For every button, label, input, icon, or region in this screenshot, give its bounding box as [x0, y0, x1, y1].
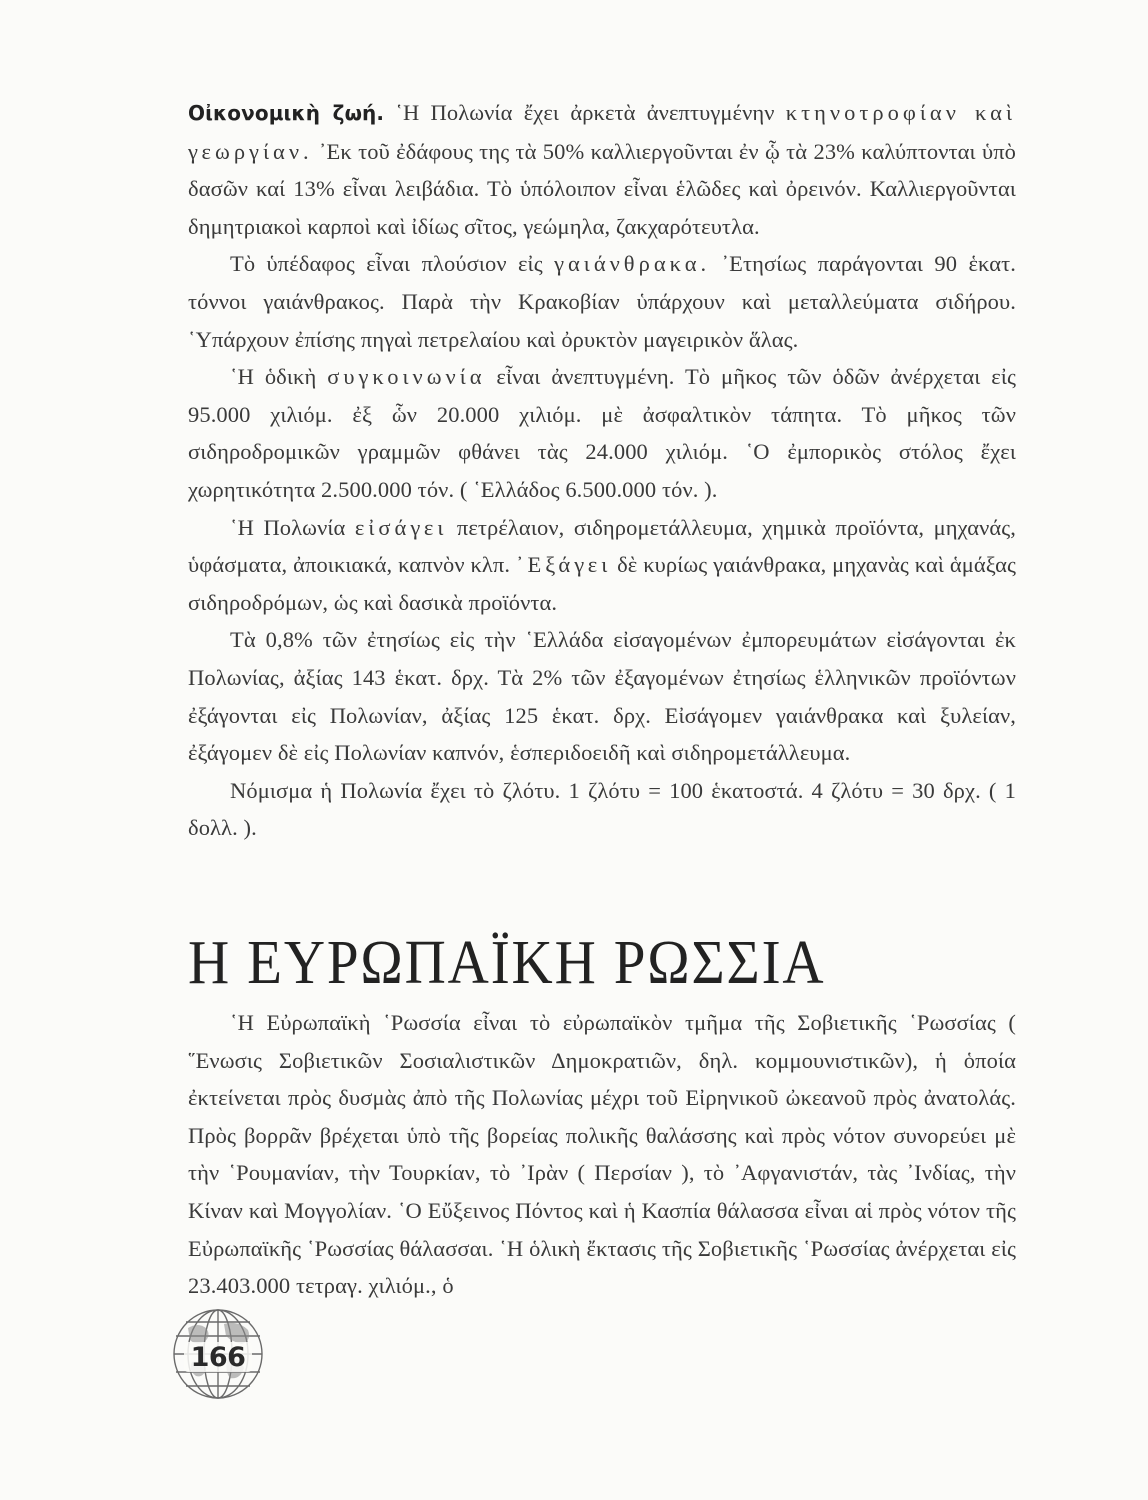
paragraph-economy: Οἰκονομικὴ ζωή. ῾Η Πολωνία ἔχει ἀρκετὰ ἀνεπτυγμένην κτηνοτροφίαν καὶ γεωργίαν. ᾿Εκ τοῦ ἐδάφους της τὰ 50% καλλιεργοῦνται ἐν ᾧ τὰ 23% καλύπτονται ὑπὸ δασῶν καί 13% εἶναι λειβάδια. Τὸ ὑπόλοιπον εἶναι ἑλῶδες καὶ ὀρεινόν. Καλλιεργοῦνται δημητριακοὶ καρποὶ καὶ ἰδίως σῖτος, γεώμηλα, ζακχαρότευτλα.: [188, 100, 1017, 239]
paragraph-subsoil: Τὸ ὑπέδαφος εἶναι πλούσιον εἰς γαιάνθρακα. ᾿Ετησίως παράγονται 90 ἑκατ. τόννοι γαιάνθρακος. Παρὰ τὴν Κρακοβίαν ὑπάρχουν καὶ μεταλλεύματα σιδήρου. ῾Υπάρχουν ἐπίσης πηγαὶ πετρελαίου καὶ ὀρυκτὸν μαγειρικὸν ἅλας.: [188, 251, 1016, 352]
top-section: [188, 94, 1016, 847]
paragraph-european-russia: ῾Η Εὐρωπαϊκὴ ῾Ρωσσία εἶναι τὸ εὐρωπαϊκὸν τμῆμα τῆς Σοβιετικῆς ῾Ρωσσίας ( ῞Ενωσις Σοβιετικῶν Σοσιαλιστικῶν Δημοκρατιῶν, δηλ. κομμουνιστικῶν), ἡ ὁποία ἐκτείνεται πρὸς δυσμὰς ἀπὸ τῆς Πολωνίας μέχρι τοῦ Εἰρηνικοῦ ὠκεανοῦ πρὸς ἀνατολάς. Πρὸς βορρᾶν βρέχεται ὑπὸ τῆς βορείας πολικῆς θαλάσσης καὶ πρὸς νότον συνορεύει μὲ τὴν ῾Ρουμανίαν, τὴν Τουρκίαν, τὸ ᾿Ιρὰν ( Περσίαν ), τὸ ᾿Αφγανιστάν, τὰς ᾿Ινδίας, τὴν Κίναν καὶ Μογγολίαν. ῾Ο Εὔξεινος Πόντος καὶ ἡ Κασπία θάλασσα εἶναι αἱ πρὸς νότον τῆς Εὐρωπαϊκῆς ῾Ρωσσίας θάλασσαι. ῾Η ὁλικὴ ἔκτασις τῆς Σοβιετικῆς ῾Ρωσσίας ἀνέρχεται εἰς 23.403.000 τετραγ. χιλιόμ., ὁ: [188, 1010, 1016, 1299]
bottom-section: [188, 1004, 1016, 1305]
page-number: 166: [190, 1342, 246, 1373]
page-number-badge: [168, 1306, 268, 1402]
paragraph-trade-greece: Τὰ 0,8% τῶν ἐτησίως εἰς τὴν ῾Ελλάδα εἰσαγομένων ἐμπορευμάτων εἰσάγονται ἐκ Πολωνίας, ἀξίας 143 ἑκατ. δρχ. Τὰ 2% τῶν ἐξαγομένων ἐτησίως ἑλληνικῶν προϊόντων ἐξάγονται εἰς Πολωνίαν, ἀξίας 125 ἑκατ. δρχ. Εἰσάγομεν γαιάνθρακα καὶ ξυλείαν, ἐξάγομεν δὲ εἰς Πολωνίαν καπνόν, ἑσπεριδοειδῆ καὶ σιδηρομετάλλευμα.: [188, 627, 1016, 766]
section-title: Η ΕΥΡΩΠΑΪΚΗ ΡΩΣΣΙΑ: [188, 929, 826, 997]
paragraph-imports-exports: ῾Η Πολωνία εἰσάγει πετρέλαιον, σιδηρομετάλλευμα, χημικὰ προϊόντα, μηχανάς, ὑφάσματα, ἀποικιακά, καπνὸν κλπ. ᾿Εξάγει δὲ κυρίως γαιάνθρακα, μηχανὰς καὶ ἁμάξας σιδηροδρόμων, ὡς καὶ δασικὰ προϊόντα.: [188, 514, 1016, 615]
run-in-heading: Οἰκονομικὴ ζωή.: [188, 101, 385, 125]
paragraph-currency: Νόμισμα ἡ Πολωνία ἔχει τὸ ζλότυ. 1 ζλότυ = 100 ἑκατοστά. 4 ζλότυ = 30 δρχ. ( 1 δολλ. ).: [188, 777, 1016, 841]
paragraph-transport: ῾Η ὁδικὴ συγκοινωνία εἶναι ἀνεπτυγμένη. Τὸ μῆκος τῶν ὁδῶν ἀνέρχεται εἰς 95.000 χιλιόμ. ἐξ ὧν 20.000 χιλιόμ. μὲ ἀσφαλτικὸν τάπητα. Τὸ μῆκος τῶν σιδηροδρομικῶν γραμμῶν φθάνει τὰς 24.000 χιλιόμ. ῾Ο ἐμπορικὸς στόλος ἔχει χωρητικότητα 2.500.000 τόν. ( ῾Ελλάδος 6.500.000 τόν. ).: [188, 364, 1016, 502]
